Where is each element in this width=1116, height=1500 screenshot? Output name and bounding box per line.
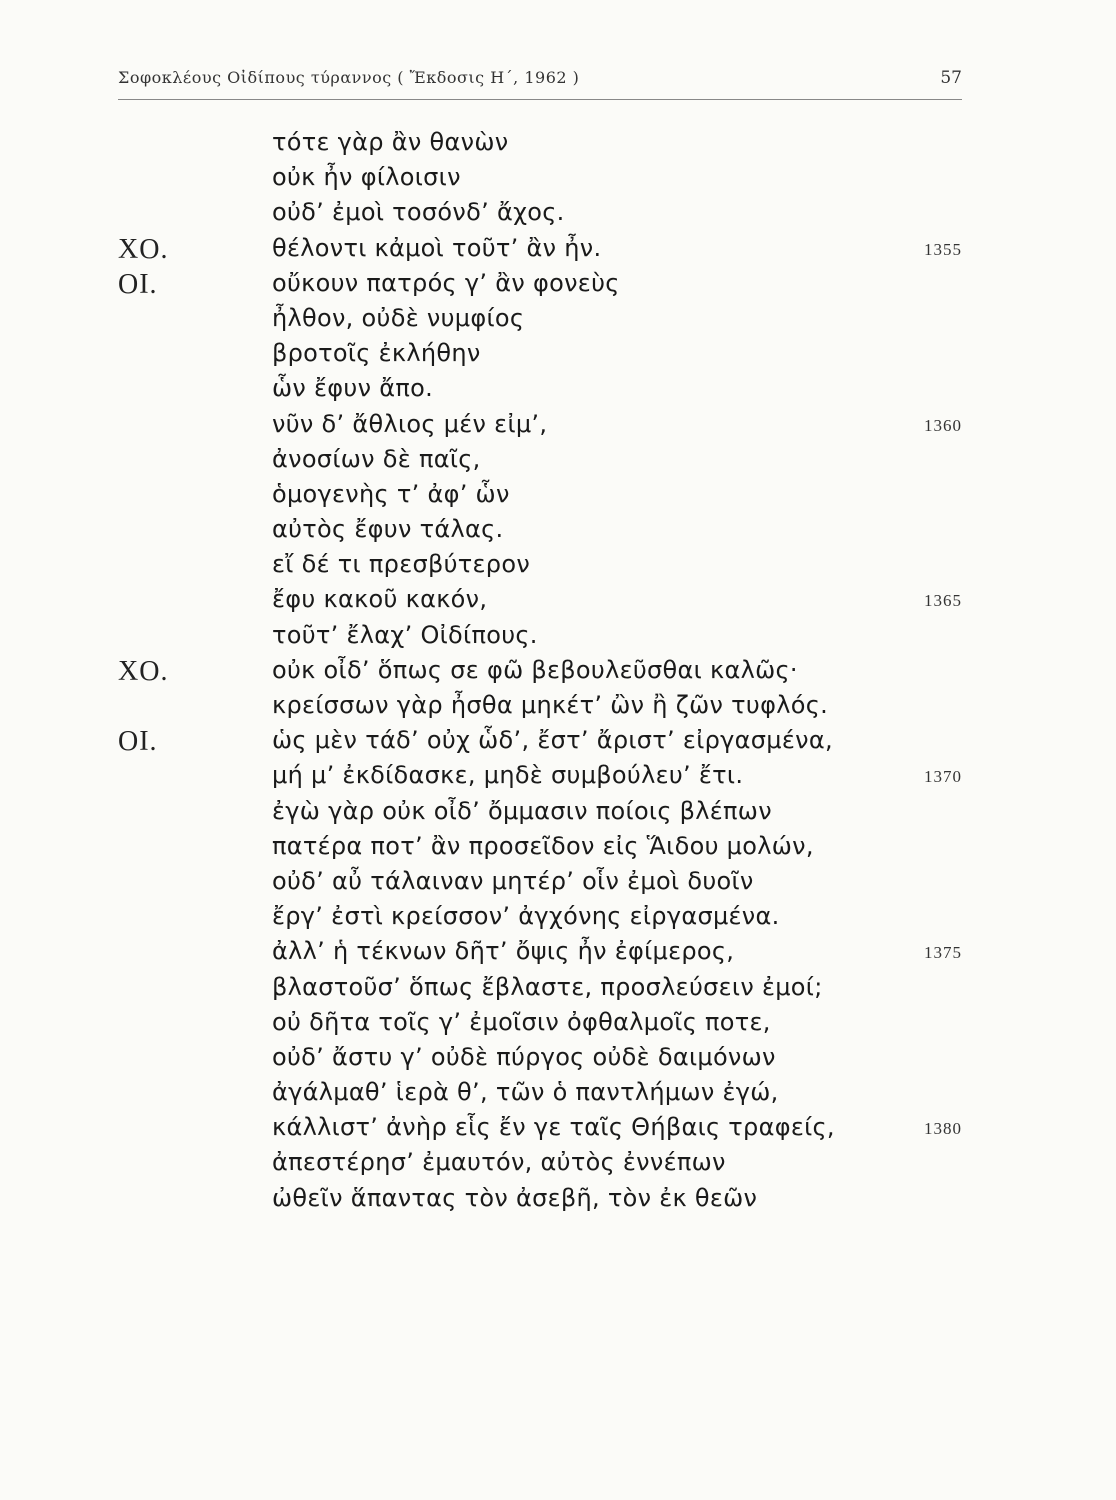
verse-line <box>0 722 1116 757</box>
line-number: 1360 <box>924 415 962 435</box>
verse-line <box>0 1074 1116 1109</box>
verse-text: μή μ’ ἐκδίδασκε, μηδὲ συμβούλευ’ ἔτι. <box>272 761 744 790</box>
verse-line <box>0 124 1116 159</box>
verse-line <box>0 406 1116 441</box>
verse-text: κρείσσων γὰρ ἦσθα μηκέτ’ ὢν ἢ ζῶν τυφλός. <box>272 691 829 719</box>
verse-text: πατέρα ποτ’ ἂν προσεῖδον εἰς Ἅιδου μολών, <box>272 831 814 860</box>
speaker-label: ΟΙ. <box>118 268 158 300</box>
verse-text: ἔργ’ ἐστὶ κρείσσον’ ἀγχόνης εἰργασμένα. <box>272 902 780 931</box>
page-number: 57 <box>940 68 962 88</box>
verse-text: ὧν ἔφυν ἄπο. <box>272 374 434 403</box>
verse-text: ἀπεστέρησ’ ἐμαυτόν, αὐτὸς ἐννέπων <box>272 1148 726 1177</box>
verse-line <box>0 933 1116 968</box>
verse-text: ὁμογενὴς τ’ ἀφ’ ὧν <box>272 479 510 508</box>
verse-line <box>0 652 1116 687</box>
verse-line <box>0 546 1116 581</box>
verse-line <box>0 194 1116 229</box>
verse-text: ἐγὼ γὰρ οὐκ οἶδ’ ὄμμασιν ποίοις βλέπων <box>272 796 772 825</box>
verse-text: βλαστοῦσ’ ὅπως ἔβλαστε, προσλεύσειν ἐμοί; <box>272 972 823 1001</box>
verse-text: οὔκουν πατρός γ’ ἂν φονεὺς <box>272 268 620 297</box>
verse-line <box>0 969 1116 1004</box>
verse-text: ἀλλ’ ἡ τέκνων δῆτ’ ὄψις ἦν ἐφίμερος, <box>272 937 735 966</box>
verse-text: οὐκ ἦν φίλοισιν <box>272 163 461 192</box>
verse-text: νῦν δ’ ἄθλιος μέν εἰμ’, <box>272 409 548 438</box>
verse-line <box>0 159 1116 194</box>
verse-line <box>0 687 1116 722</box>
verse-line <box>0 511 1116 546</box>
header-rule <box>118 99 962 100</box>
line-number: 1355 <box>924 239 962 259</box>
verse-line <box>0 370 1116 405</box>
verse-text: ὡς μὲν τάδ’ οὐχ ὧδ’, ἔστ’ ἄριστ’ εἰργασμένα, <box>272 726 833 755</box>
line-number: 1380 <box>924 1119 962 1139</box>
running-title: Σοφοκλέους Οἰδίπους τύραννος ( Ἔκδοσις Η΄, 1962 ) <box>118 68 580 87</box>
verse-text: ἦλθον, οὐδὲ νυμφίος <box>272 303 525 332</box>
verse-line <box>0 1109 1116 1144</box>
verse-line <box>0 300 1116 335</box>
speaker-label: ΧΟ. <box>118 655 169 687</box>
verse-block <box>0 124 1116 1215</box>
verse-line <box>0 898 1116 933</box>
speaker-label: ΧΟ. <box>118 233 169 265</box>
verse-line <box>0 757 1116 792</box>
line-number: 1365 <box>924 591 962 611</box>
verse-line <box>0 1180 1116 1215</box>
verse-line <box>0 793 1116 828</box>
verse-text: οὐ δῆτα τοῖς γ’ ἐμοῖσιν ὀφθαλμοῖς ποτε, <box>272 1007 771 1036</box>
verse-line <box>0 476 1116 511</box>
verse-text: ἔφυ κακοῦ κακόν, <box>272 585 488 614</box>
verse-line <box>0 581 1116 616</box>
line-number: 1370 <box>924 767 962 787</box>
verse-line <box>0 335 1116 370</box>
verse-text: αὐτὸς ἔφυν τάλας. <box>272 515 504 544</box>
verse-line <box>0 828 1116 863</box>
verse-text: τοῦτ’ ἔλαχ’ Οἰδίπους. <box>272 620 538 649</box>
verse-line <box>0 441 1116 476</box>
verse-line <box>0 230 1116 265</box>
verse-text: οὐδ’ αὖ τάλαιναν μητέρ’ οἷν ἐμοὶ δυοῖν <box>272 866 754 895</box>
verse-line <box>0 1004 1116 1039</box>
verse-text: τότε γὰρ ἂν θανὼν <box>272 128 509 156</box>
verse-line <box>0 617 1116 652</box>
verse-text: οὐκ οἶδ’ ὅπως σε φῶ βεβουλεῦσθαι καλῶς· <box>272 655 798 684</box>
verse-line <box>0 863 1116 898</box>
verse-text: κάλλιστ’ ἀνὴρ εἷς ἔν γε ταῖς Θήβαις τραφείς, <box>272 1113 835 1142</box>
verse-text: ὠθεῖν ἅπαντας τὸν ἀσεβῆ, τὸν ἐκ θεῶν <box>272 1183 758 1212</box>
verse-text: βροτοῖς ἐκλήθην <box>272 339 481 368</box>
verse-text: θέλοντι κἀμοὶ τοῦτ’ ἂν ἦν. <box>272 233 602 262</box>
verse-text: οὐδ’ ἄστυ γ’ οὐδὲ πύργος οὐδὲ δαιμόνων <box>272 1042 776 1071</box>
verse-line <box>0 1144 1116 1179</box>
verse-text: ἀγάλμαθ’ ἱερὰ θ’, τῶν ὁ παντλήμων ἐγώ, <box>272 1078 779 1107</box>
speaker-label: ΟΙ. <box>118 726 158 758</box>
verse-line <box>0 265 1116 300</box>
verse-text: οὐδ’ ἐμοὶ τοσόνδ’ ἄχος. <box>272 198 565 227</box>
verse-line <box>0 1039 1116 1074</box>
verse-text: ἀνοσίων δὲ παῖς, <box>272 444 481 473</box>
verse-text: εἴ δέ τι πρεσβύτερον <box>272 550 531 579</box>
line-number: 1375 <box>924 943 962 963</box>
